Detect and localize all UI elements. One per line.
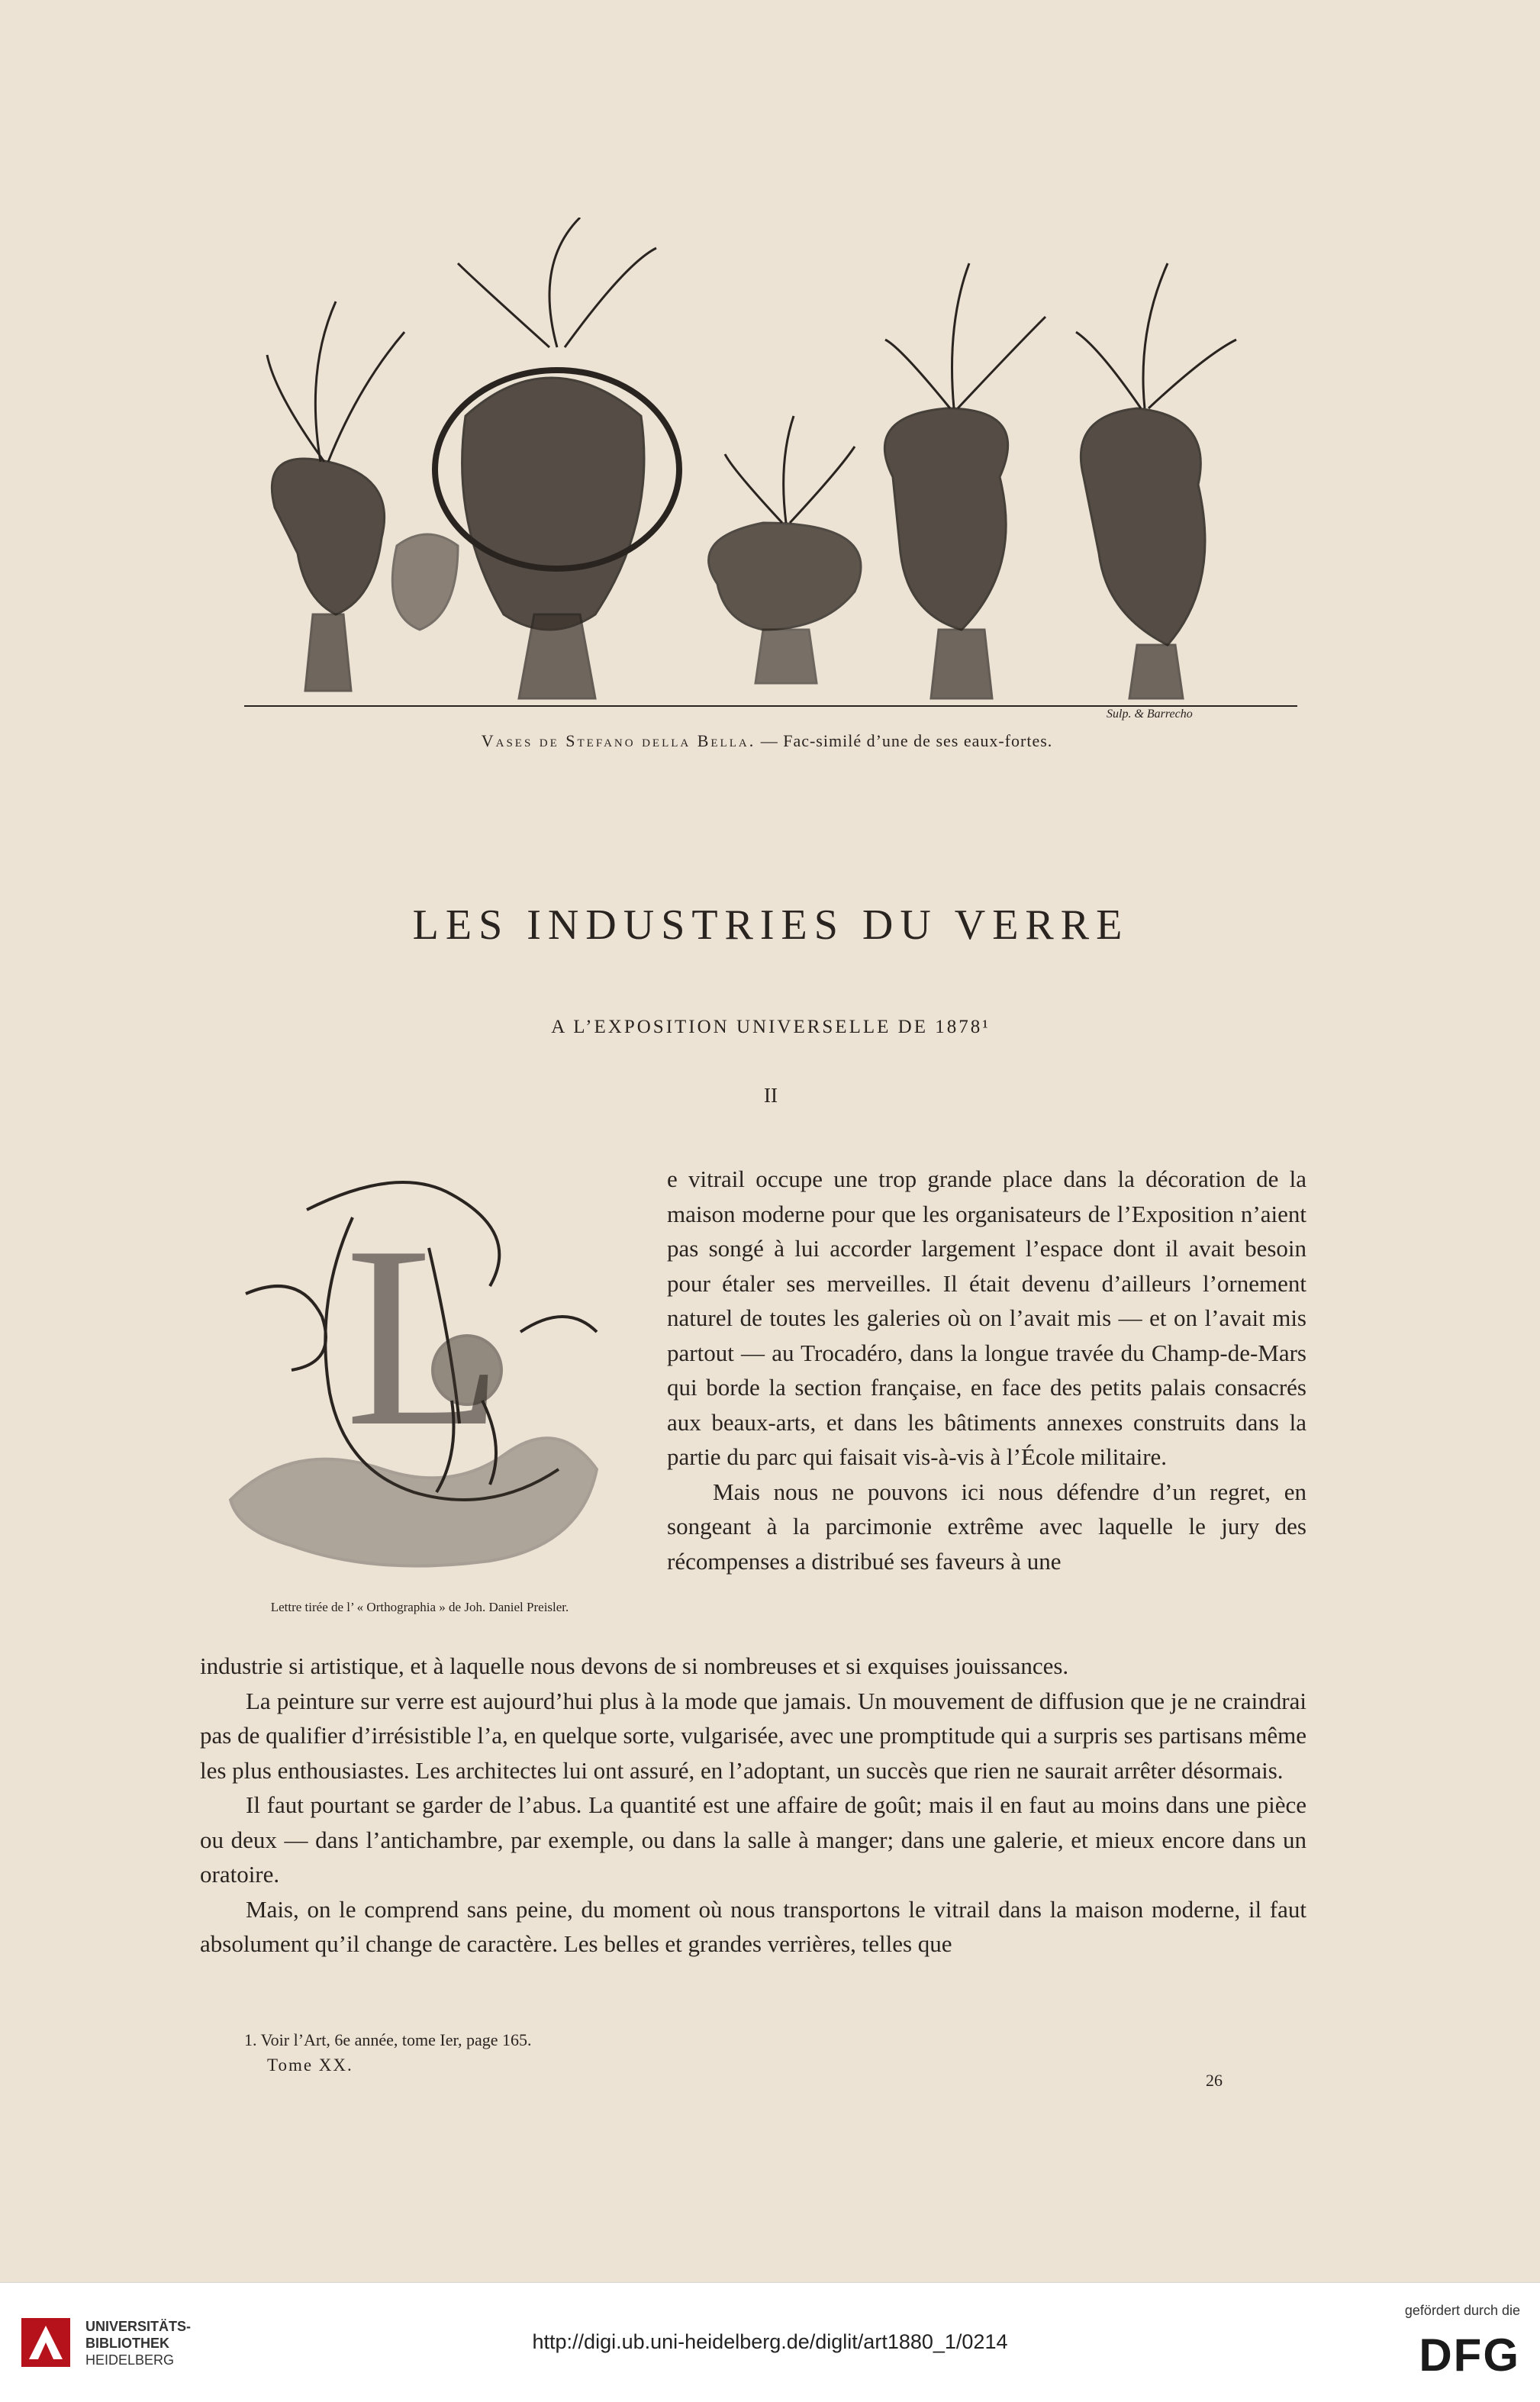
vases-engraving — [229, 218, 1305, 721]
initial-caption: Lettre tirée de l’ « Orthographia » de Joh. Daniel Preisler. — [270, 1600, 569, 1614]
caption-artist: Vases de Stefano della Bella. — [481, 731, 756, 750]
initial-letter-glyph: L — [345, 1192, 504, 1480]
paragraph-2-start: Mais nous ne pouvons ici nous défendre d’un regret, en songeant à la parcimonie extrême avec laquelle le jury des récompenses a distribué ses faveurs à une — [667, 1478, 1306, 1575]
paragraph-1: e vitrail occupe une trop grande place dans la décoration de la maison moderne pour que les organisateurs de l’Exposition n’aient pas songé à lui accorder largement l’espace dont il avait besoin pour étaler ses merveilles. Il était devenu d’ailleurs l’ornement naturel de toutes les galeries où on l’avait mis — et on l’avait mis partout — au Trocadéro, dans la longue travée du Champ-de-Mars qui borde la section française, en face des petits palais consacrés aux beaux-arts, et dans les bâtiments annexes construits dans la partie du parc qui faisait vis-à-vis à l’École militaire. — [667, 1166, 1306, 1470]
top-figure-caption — [229, 731, 1305, 751]
paragraph-4: Il faut pourtant se garder de l’abus. La quantité est une affaire de goût; mais il en faut au moins dans une pièce ou deux — dans l’antichambre, par exemple, ou dans la salle à manger; dans une galerie, et mieux encore dans un oratoire. — [200, 1791, 1306, 1888]
page-number: 26 — [1206, 2071, 1223, 2090]
paragraph-5: Mais, on le comprend sans peine, du moment où nous transportons le vitrail dans la maison moderne, il faut absolument qu’il change de caractère. Les belles et grandes verrières, telles que — [200, 1895, 1306, 1957]
footer-bar — [0, 2282, 1540, 2402]
funding-note: gefördert durch die — [1404, 2303, 1520, 2318]
library-name-line-1: UNIVERSITÄTS- — [85, 2319, 192, 2334]
library-name-line-3: HEIDELBERG — [85, 2352, 175, 2368]
ornamental-initial — [200, 1149, 627, 1588]
paragraph-3: La peinture sur verre est aujourd’hui plus à la mode que jamais. Un mouvement de diffusion que je ne craindrai pas de qualifier d’irrésistible l’a, en quelque sorte, vulgarisée, avec une promptitude qui a surpris ses partisans même les plus enthousiastes. Les architectes lui ont assuré, en l’adoptant, un succès que rien ne saurait arrêter désormais. — [200, 1687, 1306, 1784]
article-title: LES INDUSTRIES DU VERRE — [412, 901, 1129, 949]
caption-description: — Fac-similé d’une de ses eaux-fortes. — [756, 731, 1053, 750]
paragraph-2-end: industrie si artistique, et à laquelle nous devons de si nombreuses et si exquises jouissances. — [200, 1652, 1069, 1679]
text-column-right — [667, 1162, 1306, 1578]
section-number: II — [764, 1084, 778, 1107]
library-name-line-2: BIBLIOTHEK — [85, 2336, 169, 2351]
permalink-url[interactable]: http://digi.ub.uni-heidelberg.de/diglit/art1880_1/0214 — [532, 2330, 1008, 2353]
footnote: 1. Voir l’Art, 6e année, tome Ier, page 165. — [244, 2030, 532, 2049]
tome-label: Tome XX. — [267, 2055, 353, 2075]
article-subtitle: A L’EXPOSITION UNIVERSELLE DE 1878¹ — [551, 1017, 991, 1037]
engraver-signature: Sulp. & Barrecho — [1107, 708, 1193, 721]
dfg-logo-icon[interactable]: DFG — [1419, 2329, 1520, 2381]
text-column-full — [200, 1649, 1306, 1962]
